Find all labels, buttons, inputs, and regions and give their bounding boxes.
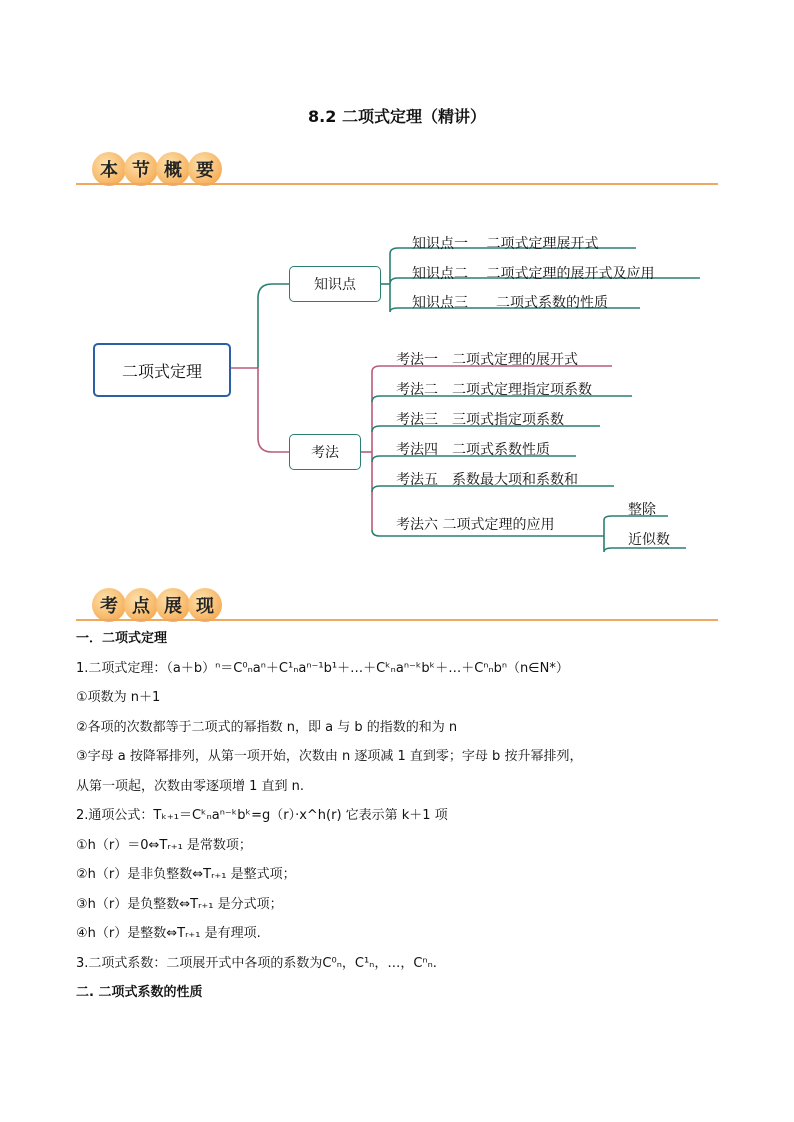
mindmap-knowledge-item: 知识点二 二项式定理的展开式及应用 — [412, 266, 655, 282]
paragraph: 2.通项公式：Tₖ₊₁＝Cᵏₙaⁿ⁻ᵏbᵏ=g（r）·x^h(r) 它表示第 k＋1 项 — [76, 808, 448, 823]
banner-chip: 本 — [92, 152, 126, 186]
banner-chip: 点 — [124, 588, 158, 622]
section-heading: 二. 二项式系数的性质 — [76, 985, 203, 1000]
paragraph: ③h（r）是负整数⇔Tᵣ₊₁ 是分式项； — [76, 896, 283, 912]
page-title: 8.2 二项式定理（精讲） — [308, 107, 486, 126]
mindmap-method-item: 考法六 二项式定理的应用 — [396, 517, 555, 533]
connector — [258, 284, 289, 368]
mindmap-knowledge-item: 知识点三 二项式系数的性质 — [412, 295, 608, 311]
mindmap-knowledge-item: 知识点一 二项式定理展开式 — [412, 236, 599, 252]
connector — [258, 368, 289, 452]
paragraph: 3.二项式系数：二项展开式中各项的系数为C⁰ₙ，C¹ₙ，…，Cⁿₙ. — [76, 955, 437, 971]
banner-chip: 考 — [92, 588, 126, 622]
paragraph: ①h（r）＝0⇔Tᵣ₊₁ 是常数项； — [76, 837, 252, 853]
mindmap-method-subitem: 近似数 — [628, 532, 670, 548]
mindmap-branch-methods: 考法 — [289, 434, 361, 470]
mindmap-method-subitem: 整除 — [628, 502, 656, 518]
mindmap-branch-knowledge: 知识点 — [289, 266, 381, 302]
mindmap-method-item: 考法二 二项式定理指定项系数 — [396, 382, 592, 398]
mindmap-method-item: 考法一 二项式定理的展开式 — [396, 352, 578, 368]
banner-chip: 节 — [124, 152, 158, 186]
banner-underline — [76, 619, 718, 621]
content-body — [76, 624, 716, 1008]
banner-chip: 展 — [156, 588, 190, 622]
mindmap-root: 二项式定理 — [93, 343, 231, 397]
mindmap-method-item: 考法四 二项式系数性质 — [396, 442, 550, 458]
banner-chip: 要 — [188, 152, 222, 186]
mindmap-method-item: 考法五 系数最大项和系数和 — [396, 472, 578, 488]
paragraph: ②h（r）是非负整数⇔Tᵣ₊₁ 是整式项； — [76, 867, 296, 882]
paragraph: 1.二项式定理：（a＋b）ⁿ＝C⁰ₙaⁿ＋C¹ₙaⁿ⁻¹b¹＋…＋Cᵏₙaⁿ⁻ᵏbᵏ＋…＋Cⁿₙbⁿ（n∈N*） — [76, 660, 569, 676]
paragraph: ④h（r）是整数⇔Tᵣ₊₁ 是有理项. — [76, 926, 261, 941]
paragraph: 从第一项起，次数由零逐项增 1 直到 n. — [76, 778, 305, 794]
banner-chip: 现 — [188, 588, 222, 622]
section-heading: 一．二项式定理 — [76, 631, 168, 646]
paragraph: ②各项的次数都等于二项式的幂指数 n，即 a 与 b 的指数的和为 n — [76, 719, 458, 735]
banner-chip: 概 — [156, 152, 190, 186]
paragraph: ③字母 a 按降幂排列，从第一项开始，次数由 n 逐项减 1 直到零；字母 b 按升幂排列， — [76, 749, 583, 764]
mindmap-method-item: 考法三 三项式指定项系数 — [396, 412, 564, 428]
paragraph: ①项数为 n＋1 — [76, 690, 161, 705]
